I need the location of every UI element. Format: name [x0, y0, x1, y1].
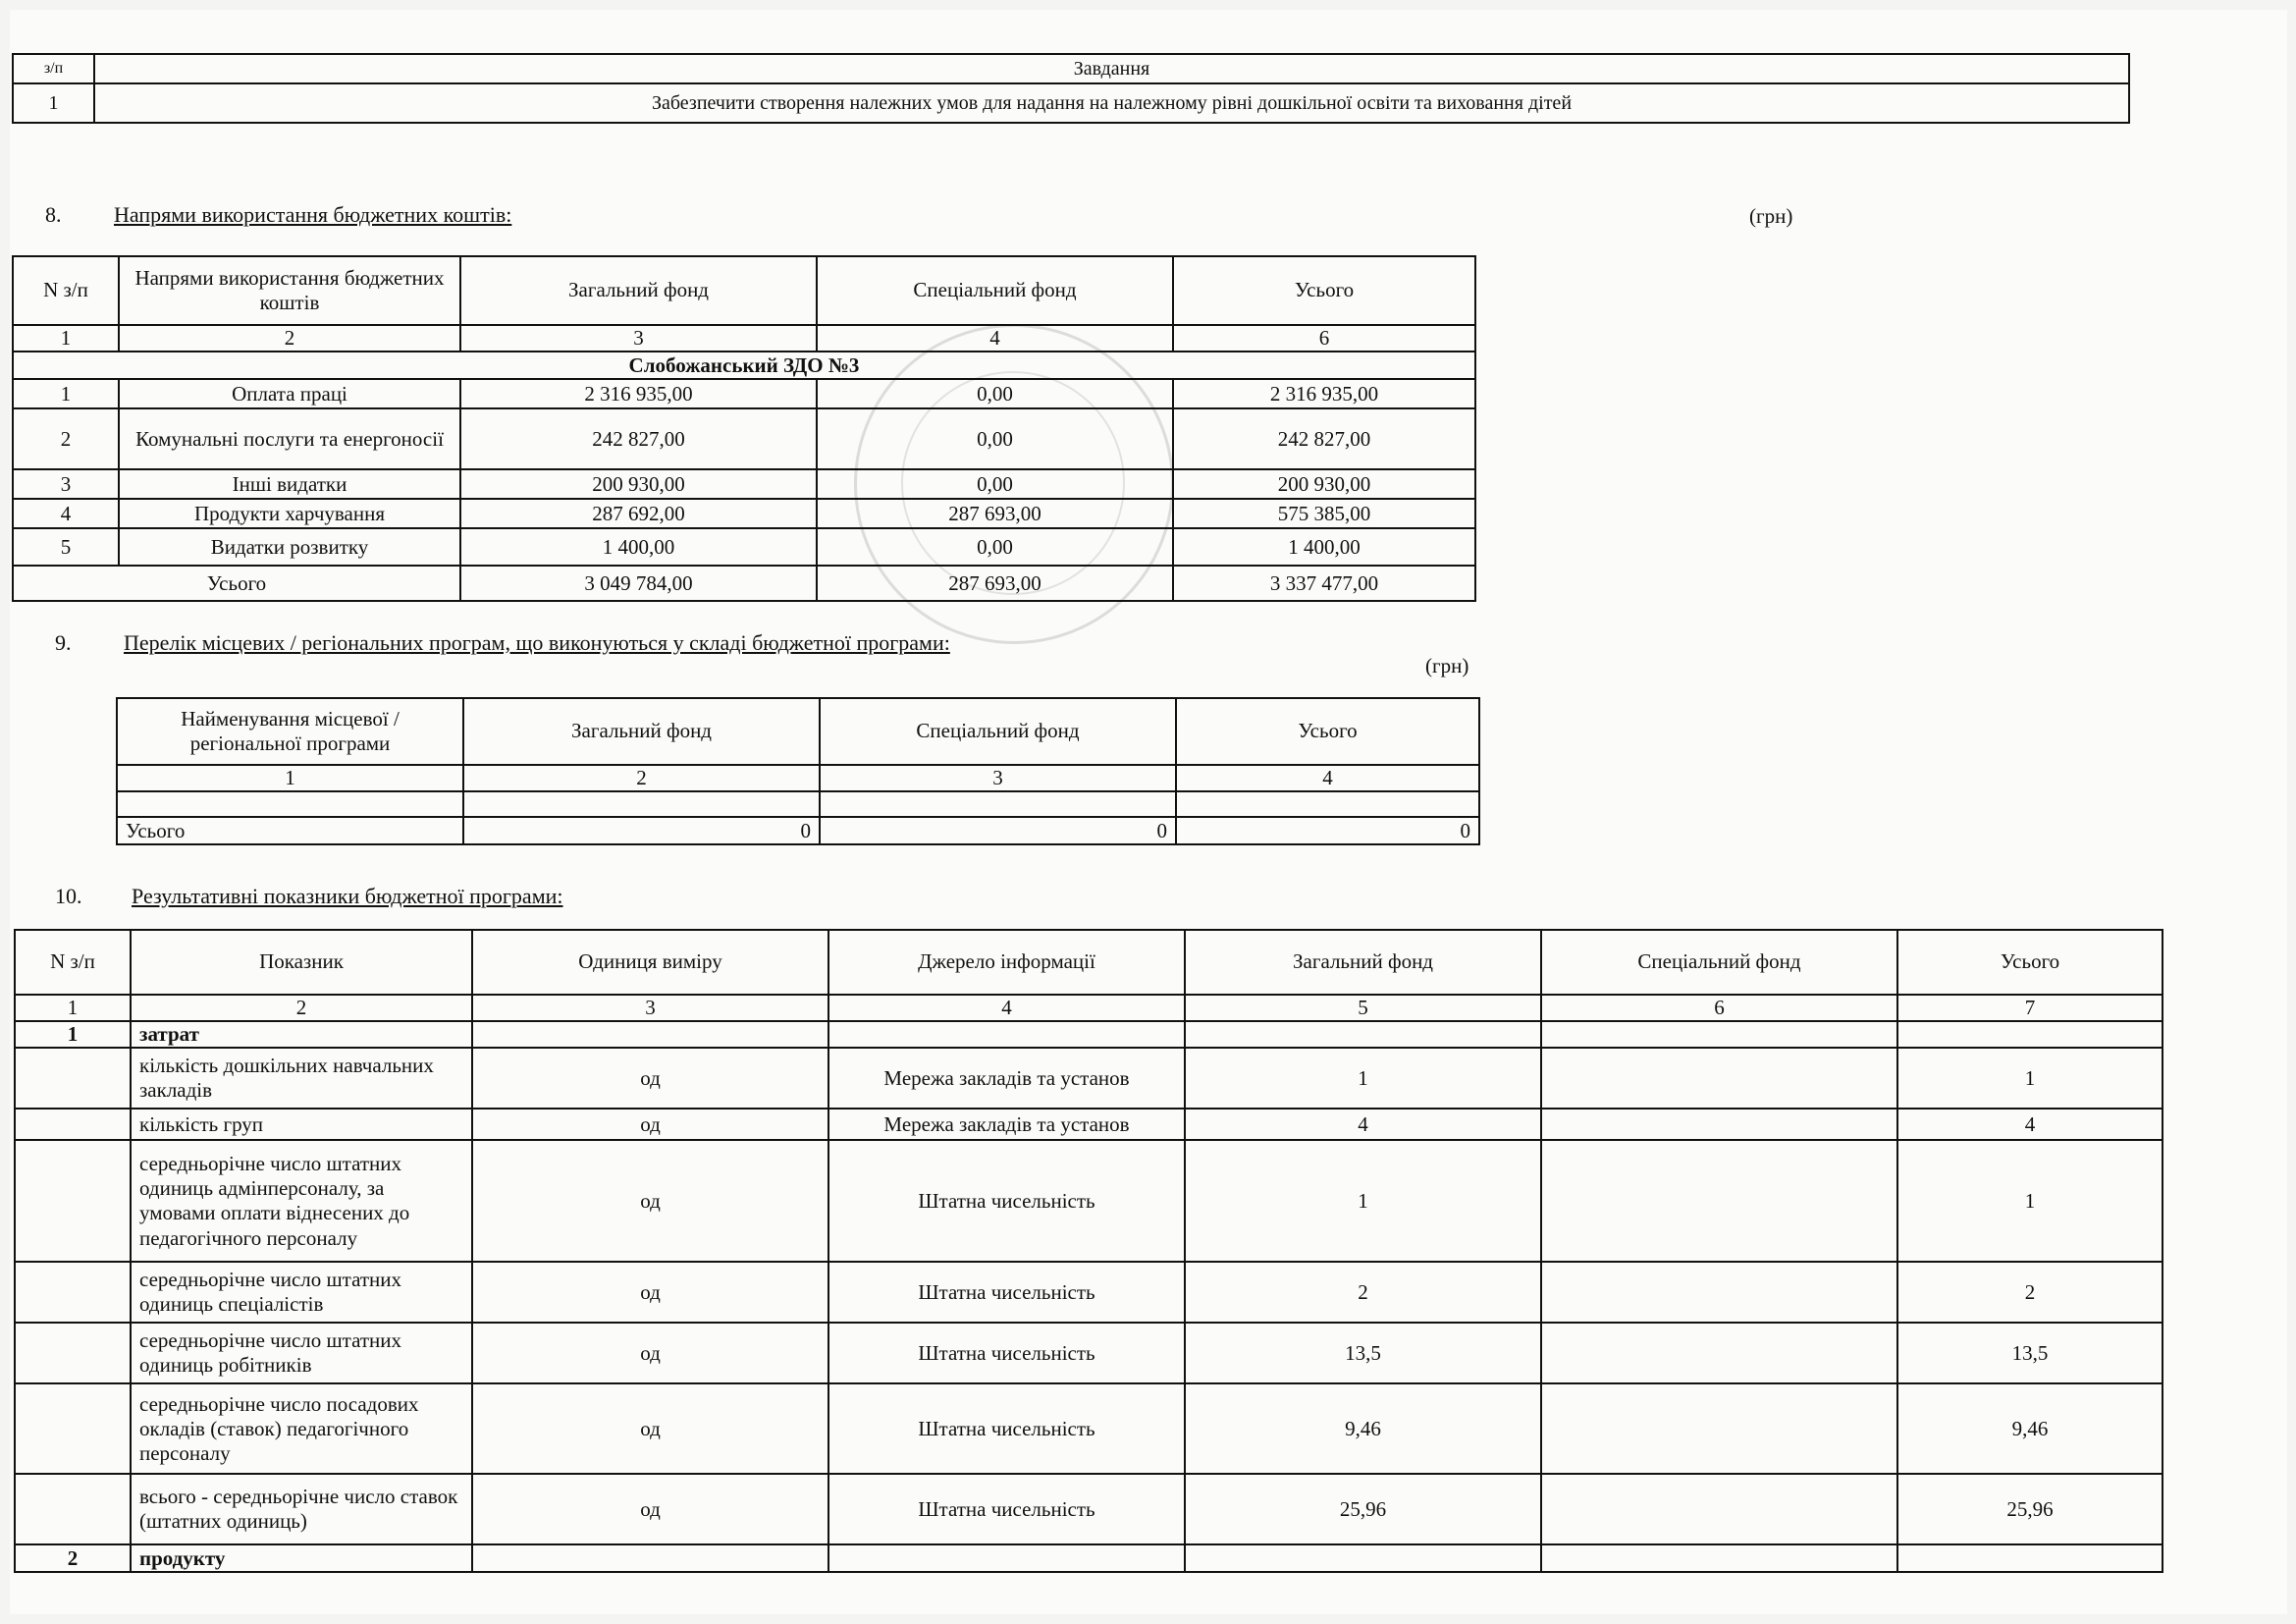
res-empty-cell [1897, 1544, 2163, 1572]
res-row-special [1541, 1048, 1897, 1109]
res-row-indicator: всього - середньорічне число ставок (штатних одиниць) [131, 1474, 472, 1544]
res-header-row [15, 930, 2163, 995]
fin-row-name: Видатки розвитку [119, 528, 460, 566]
fin-row-total: 242 827,00 [1173, 408, 1475, 469]
res-empty-cell [828, 1544, 1185, 1572]
res-row-source: Штатна чисельність [828, 1383, 1185, 1474]
prog-empty-cell [463, 791, 820, 817]
res-row-total: 1 [1897, 1140, 2163, 1262]
table-row [15, 1109, 2163, 1140]
table-row [13, 408, 1475, 469]
res-row-general: 9,46 [1185, 1383, 1541, 1474]
res-row-special [1541, 1383, 1897, 1474]
section8-title: Напрями використання бюджетних коштів: [114, 202, 512, 227]
fin-row-name: Інші видатки [119, 469, 460, 499]
programs-table [116, 697, 1480, 845]
task-header-row [13, 54, 2129, 83]
res-row-total: 13,5 [1897, 1323, 2163, 1383]
fin-total-total: 3 337 477,00 [1173, 566, 1475, 601]
section8-heading [45, 202, 511, 228]
res-index-cell: 7 [1897, 995, 2163, 1021]
res-row-indicator: кількість дошкільних навчальних закладів [131, 1048, 472, 1109]
res-empty-cell [1897, 1021, 2163, 1048]
fin-total-row [13, 566, 1475, 601]
task-table [12, 53, 2130, 124]
section10-number: 10. [55, 884, 82, 908]
res-row-num [15, 1048, 131, 1109]
prog-total-general: 0 [463, 817, 820, 844]
res-row-num [15, 1383, 131, 1474]
res-group-label: продукту [131, 1544, 472, 1572]
fin-header-num: N з/п [13, 256, 119, 325]
table-row [15, 1474, 2163, 1544]
fin-total-label: Усього [13, 566, 460, 601]
prog-header-total: Усього [1176, 698, 1479, 765]
fin-row-general: 287 692,00 [460, 499, 817, 528]
res-row-source: Мережа закладів та установ [828, 1109, 1185, 1140]
res-row-indicator: середньорічне число штатних одиниць робітників [131, 1323, 472, 1383]
prog-index-cell: 2 [463, 765, 820, 791]
res-group-row [15, 1021, 2163, 1048]
res-row-unit: од [472, 1262, 828, 1323]
prog-header-general: Загальний фонд [463, 698, 820, 765]
res-header-general: Загальний фонд [1185, 930, 1541, 995]
res-index-cell: 1 [15, 995, 131, 1021]
task-row-num: 1 [13, 83, 94, 123]
prog-header-special: Спеціальний фонд [820, 698, 1176, 765]
performance-indicators-table [14, 929, 2163, 1573]
res-group-label: затрат [131, 1021, 472, 1048]
section10-title: Результативні показники бюджетної програми: [132, 884, 563, 908]
prog-header-name: Найменування місцевої / регіональної програми [117, 698, 463, 765]
prog-empty-cell [820, 791, 1176, 817]
section9-heading [55, 630, 950, 656]
res-row-num [15, 1474, 131, 1544]
res-index-cell: 3 [472, 995, 828, 1021]
task-row [13, 83, 2129, 123]
fin-row-general: 1 400,00 [460, 528, 817, 566]
prog-empty-cell [1176, 791, 1479, 817]
res-row-special [1541, 1140, 1897, 1262]
res-row-total: 2 [1897, 1262, 2163, 1323]
table-row [15, 1262, 2163, 1323]
res-row-general: 13,5 [1185, 1323, 1541, 1383]
fin-row-num: 3 [13, 469, 119, 499]
section9-number: 9. [55, 630, 72, 655]
res-row-indicator: середньорічне число штатних одиниць спеціалістів [131, 1262, 472, 1323]
fin-row-num: 4 [13, 499, 119, 528]
res-row-indicator: кількість груп [131, 1109, 472, 1140]
res-index-cell: 6 [1541, 995, 1897, 1021]
res-row-general: 4 [1185, 1109, 1541, 1140]
res-row-unit: од [472, 1109, 828, 1140]
res-row-unit: од [472, 1323, 828, 1383]
prog-index-row [117, 765, 1479, 791]
prog-total-label: Усього [117, 817, 463, 844]
fin-total-general: 3 049 784,00 [460, 566, 817, 601]
res-row-general: 1 [1185, 1048, 1541, 1109]
fin-index-row [13, 325, 1475, 352]
task-header-title: Завдання [94, 54, 2129, 83]
res-empty-cell [1185, 1544, 1541, 1572]
budget-directions-table [12, 255, 1476, 602]
res-row-total: 9,46 [1897, 1383, 2163, 1474]
prog-total-total: 0 [1176, 817, 1479, 844]
res-group-row [15, 1544, 2163, 1572]
res-index-row [15, 995, 2163, 1021]
fin-row-special: 287 693,00 [817, 499, 1173, 528]
res-row-unit: од [472, 1140, 828, 1262]
res-header-num: N з/п [15, 930, 131, 995]
res-row-num [15, 1262, 131, 1323]
section10-heading [55, 884, 563, 909]
prog-index-cell: 1 [117, 765, 463, 791]
res-empty-cell [828, 1021, 1185, 1048]
res-header-special: Спеціальний фонд [1541, 930, 1897, 995]
res-header-indicator: Показник [131, 930, 472, 995]
table-row [15, 1048, 2163, 1109]
fin-row-special: 0,00 [817, 408, 1173, 469]
fin-row-general: 2 316 935,00 [460, 379, 817, 408]
res-row-special [1541, 1323, 1897, 1383]
res-row-indicator: середньорічне число посадових окладів (ставок) педагогічного персоналу [131, 1383, 472, 1474]
fin-header-general: Загальний фонд [460, 256, 817, 325]
prog-index-cell: 3 [820, 765, 1176, 791]
fin-row-total: 575 385,00 [1173, 499, 1475, 528]
section8-unit: (грн) [1749, 204, 1793, 228]
res-index-cell: 2 [131, 995, 472, 1021]
res-row-total: 25,96 [1897, 1474, 2163, 1544]
table-row [13, 469, 1475, 499]
res-index-cell: 4 [828, 995, 1185, 1021]
fin-row-total: 200 930,00 [1173, 469, 1475, 499]
fin-group-title: Слобожанський ЗДО №3 [13, 352, 1475, 379]
res-row-source: Штатна чисельність [828, 1323, 1185, 1383]
res-group-num: 2 [15, 1544, 131, 1572]
res-row-source: Штатна чисельність [828, 1262, 1185, 1323]
res-row-source: Штатна чисельність [828, 1474, 1185, 1544]
fin-index-cell: 2 [119, 325, 460, 352]
res-empty-cell [472, 1021, 828, 1048]
res-row-total: 4 [1897, 1109, 2163, 1140]
fin-row-total: 2 316 935,00 [1173, 379, 1475, 408]
prog-total-row [117, 817, 1479, 844]
res-header-unit: Одиниця виміру [472, 930, 828, 995]
fin-index-cell: 1 [13, 325, 119, 352]
res-empty-cell [1541, 1544, 1897, 1572]
section9-unit: (грн) [1425, 654, 1469, 677]
res-row-general: 25,96 [1185, 1474, 1541, 1544]
fin-row-num: 2 [13, 408, 119, 469]
prog-empty-cell [117, 791, 463, 817]
fin-row-total: 1 400,00 [1173, 528, 1475, 566]
res-row-num [15, 1109, 131, 1140]
res-row-special [1541, 1474, 1897, 1544]
fin-index-cell: 3 [460, 325, 817, 352]
fin-row-name: Продукти харчування [119, 499, 460, 528]
prog-empty-row [117, 791, 1479, 817]
fin-index-cell: 4 [817, 325, 1173, 352]
res-index-cell: 5 [1185, 995, 1541, 1021]
table-row [13, 379, 1475, 408]
fin-row-general: 200 930,00 [460, 469, 817, 499]
table-row [13, 499, 1475, 528]
table-row [15, 1140, 2163, 1262]
fin-row-general: 242 827,00 [460, 408, 817, 469]
res-row-unit: од [472, 1383, 828, 1474]
res-row-special [1541, 1262, 1897, 1323]
res-row-num [15, 1140, 131, 1262]
task-row-text: Забезпечити створення належних умов для надання на належному рівні дошкільної освіти та виховання дітей [94, 83, 2129, 123]
table-row [13, 528, 1475, 566]
fin-row-num: 5 [13, 528, 119, 566]
res-group-num: 1 [15, 1021, 131, 1048]
fin-total-special: 287 693,00 [817, 566, 1173, 601]
prog-header-row [117, 698, 1479, 765]
document-page [10, 10, 2287, 1614]
res-row-special [1541, 1109, 1897, 1140]
prog-total-special: 0 [820, 817, 1176, 844]
fin-group-row [13, 352, 1475, 379]
fin-row-special: 0,00 [817, 379, 1173, 408]
fin-index-cell: 6 [1173, 325, 1475, 352]
res-row-source: Мережа закладів та установ [828, 1048, 1185, 1109]
fin-header-direction: Напрями використання бюджетних коштів [119, 256, 460, 325]
res-row-unit: од [472, 1048, 828, 1109]
section8-number: 8. [45, 202, 62, 227]
fin-row-name: Комунальні послуги та енергоносії [119, 408, 460, 469]
fin-row-special: 0,00 [817, 469, 1173, 499]
table-row [15, 1383, 2163, 1474]
section9-title: Перелік місцевих / регіональних програм, що виконуються у складі бюджетної програми: [124, 630, 950, 655]
fin-row-name: Оплата праці [119, 379, 460, 408]
res-row-unit: од [472, 1474, 828, 1544]
res-row-general: 2 [1185, 1262, 1541, 1323]
res-row-num [15, 1323, 131, 1383]
prog-index-cell: 4 [1176, 765, 1479, 791]
res-row-indicator: середньорічне число штатних одиниць адмінперсоналу, за умовами оплати віднесених до педагогічного персоналу [131, 1140, 472, 1262]
res-row-general: 1 [1185, 1140, 1541, 1262]
res-empty-cell [1185, 1021, 1541, 1048]
fin-header-row [13, 256, 1475, 325]
task-header-num: з/п [13, 54, 94, 83]
res-row-source: Штатна чисельність [828, 1140, 1185, 1262]
res-header-source: Джерело інформації [828, 930, 1185, 995]
res-header-total: Усього [1897, 930, 2163, 995]
fin-header-special: Спеціальний фонд [817, 256, 1173, 325]
res-row-total: 1 [1897, 1048, 2163, 1109]
table-row [15, 1323, 2163, 1383]
fin-header-total: Усього [1173, 256, 1475, 325]
res-empty-cell [1541, 1021, 1897, 1048]
fin-row-num: 1 [13, 379, 119, 408]
res-empty-cell [472, 1544, 828, 1572]
fin-row-special: 0,00 [817, 528, 1173, 566]
